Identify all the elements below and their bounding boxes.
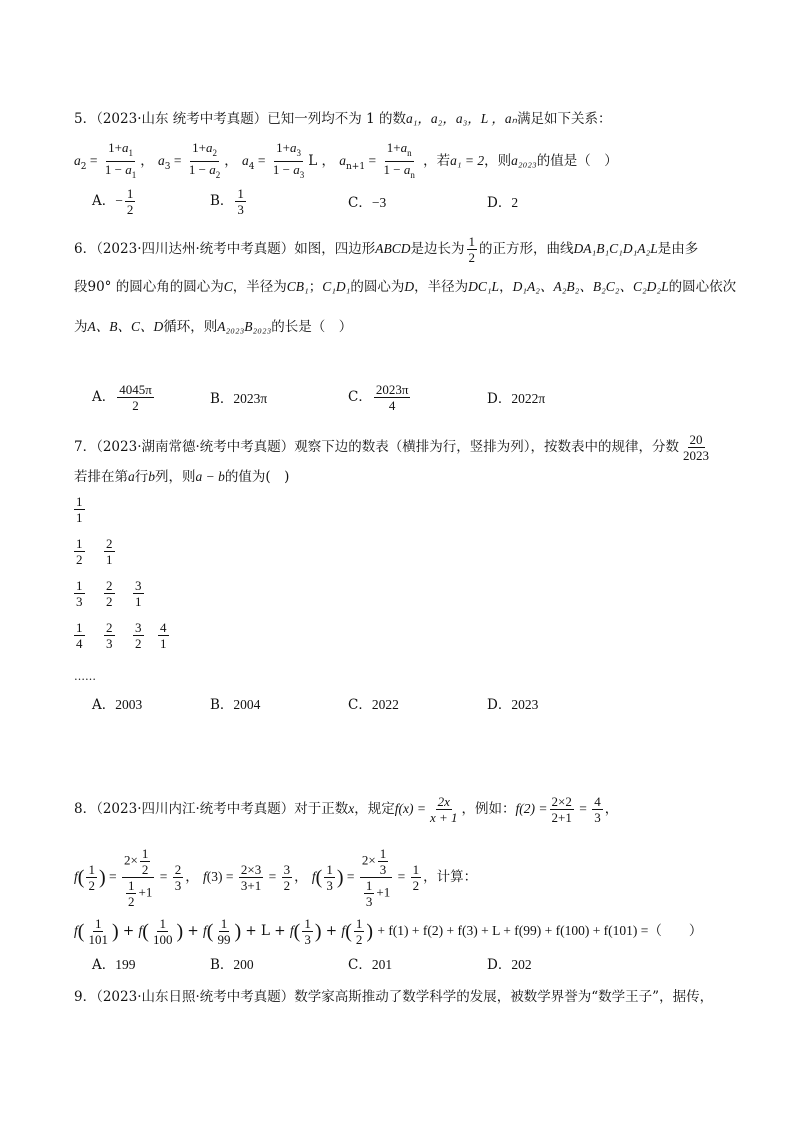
q8-examples: f( $\frac{1}{2}$ ) = 2× $\frac{1}{2}$ $\frac{1}{2}$ +1 = $\frac{2}{3}$ ， f(3) = $\frac{2\times 3}{3+1}$ = $\frac{3}{2}$ ， f( $\frac{1}{3}$ ) = 2× $\frac{1}{3}$ $\frac{1}{3}$ +1 = $\frac{1}{2}$ ，计算： [74,846,478,909]
q7-ellipsis: …… [74,670,96,683]
q5-option-a[interactable]: A．− $\frac{1}{2}$ [92,186,134,217]
fraction-numerator: 1 [76,578,83,593]
q6-line3: 为A、B、C、D循环，则A₂₀₂₃B₂₀₂₃的长是（ ） [74,319,353,335]
q7-line2: 若排在第a行b列，则a − b的值为( ) [74,469,290,485]
q7-option-b[interactable]: B．2004 [210,697,261,713]
q8-line1: 8．（2023·四川内江·统考中考真题）对于正数x，规定f(x) = $\frac{2x}{x + 1}$ ，例如：f(2) = $\frac{2\times 2}{2+1}$ = $\frac{4}{3}$ ， [74,794,619,825]
q8-option-b[interactable]: B．200 [210,957,254,973]
fraction-denominator: 2 [106,594,113,609]
q6-option-a[interactable]: A． $\frac{4045\pi}{2}$ [92,382,152,413]
fraction-denominator: 1 [135,594,142,609]
fraction-denominator: 3 [106,636,113,651]
table-cell-fraction [104,536,115,567]
fraction-denominator: 1 [106,552,113,567]
fraction-numerator: 2 [106,536,113,551]
q6-line1: 6．（2023·四川达州·统考中考真题）如图，四边形ABCD是边长为 $\frac{1}{2}$ 的正方形，曲线DA₁B₁C₁D₁A₂L是由多 [74,234,699,265]
fraction-numerator: 3 [135,578,142,593]
table-cell-fraction [74,536,85,567]
q8-option-a[interactable]: A．199 [92,957,136,973]
q5-stem: 5．（2023·山东 统考中考真题）已知一列均不为 1 的数a₁，a₂，a₃，L ，aₙ满足如下关系： [74,111,612,127]
table-cell-fraction [74,578,85,609]
fraction-numerator: 1 [76,494,83,509]
q5-option-c[interactable]: C．−3 [348,195,387,211]
fraction-numerator: 1 [76,620,83,635]
q7-option-c[interactable]: C．2022 [348,697,399,713]
fraction-denominator: 4 [76,636,83,651]
fraction-numerator: 1 [76,536,83,551]
q6-option-c[interactable]: C． $\frac{2023\pi}{4}$ [348,382,409,413]
fraction-denominator: 1 [76,510,83,525]
fraction-numerator: 2 [106,578,113,593]
fraction-denominator: 1 [160,636,167,651]
q7-line1: 7．（2023·湖南常德·统考中考真题）观察下边的数表（横排为行，竖排为列），按数表中的规律，分数 $\frac{20}{2023}$ [74,432,710,463]
q5-option-b[interactable]: B． $\frac{1}{3}$ [210,186,244,217]
q7-option-a[interactable]: A．2003 [92,697,143,713]
fraction-denominator: 2 [135,636,142,651]
q6-option-d[interactable]: D．2022π [487,391,546,407]
q5-option-d[interactable]: D．2 [487,195,519,211]
q7-option-d[interactable]: D．2023 [487,697,539,713]
table-cell-fraction [133,578,144,609]
q9-line1: 9．（2023·山东日照·统考中考真题）数学家高斯推动了数学科学的发展，被数学界誉为“数学王子”，据传， [74,989,714,1005]
table-cell-fraction [104,578,115,609]
fraction-numerator: 4 [160,620,167,635]
q5-conditions: $a_2$ = $\frac{1+a_1}{1 - a_1}$ ， $a_3$ = $\frac{1+a_2}{1 - a_2}$ ， $a_4$ = $\frac{1+a_3}{1 - a_3}$ L ， $a_{n+1}$ = $\frac{1+a_n}{1 - a_n}$ ，若a₁ = 2，则a₂₀₂₃的值是（ ） [74,140,618,180]
q6-line2: 段90° 的圆心角的圆心为C，半径为CB₁；C₁D₁的圆心为D，半径为DC₁L，D₁A₂、A₂B₂、B₂C₂、C₂D₂L的圆心依次 [74,279,737,295]
fraction-numerator: 2 [106,620,113,635]
table-cell-fraction [133,620,144,651]
table-cell-fraction [74,494,85,525]
q8-option-d[interactable]: D．202 [487,957,532,973]
table-cell-fraction [74,620,85,651]
table-cell-fraction [104,620,115,651]
fraction-denominator: 3 [76,594,83,609]
table-cell-fraction [158,620,169,651]
fraction-numerator: 3 [135,620,142,635]
q8-option-c[interactable]: C．201 [348,957,393,973]
fraction-denominator: 2 [76,552,83,567]
q8-sum: f( $\frac{1}{101}$ ) + f( $\frac{1}{100}$ ) + f( $\frac{1}{99}$ ) + L + f( $\frac{1}{3}$ ) + f( $\frac{1}{2}$ ) + f(1) + f(2) + f(3) + L + f(99) + f(100) + f(101) =（ ） [74,916,703,947]
q6-option-b[interactable]: B．2023π [210,391,268,407]
